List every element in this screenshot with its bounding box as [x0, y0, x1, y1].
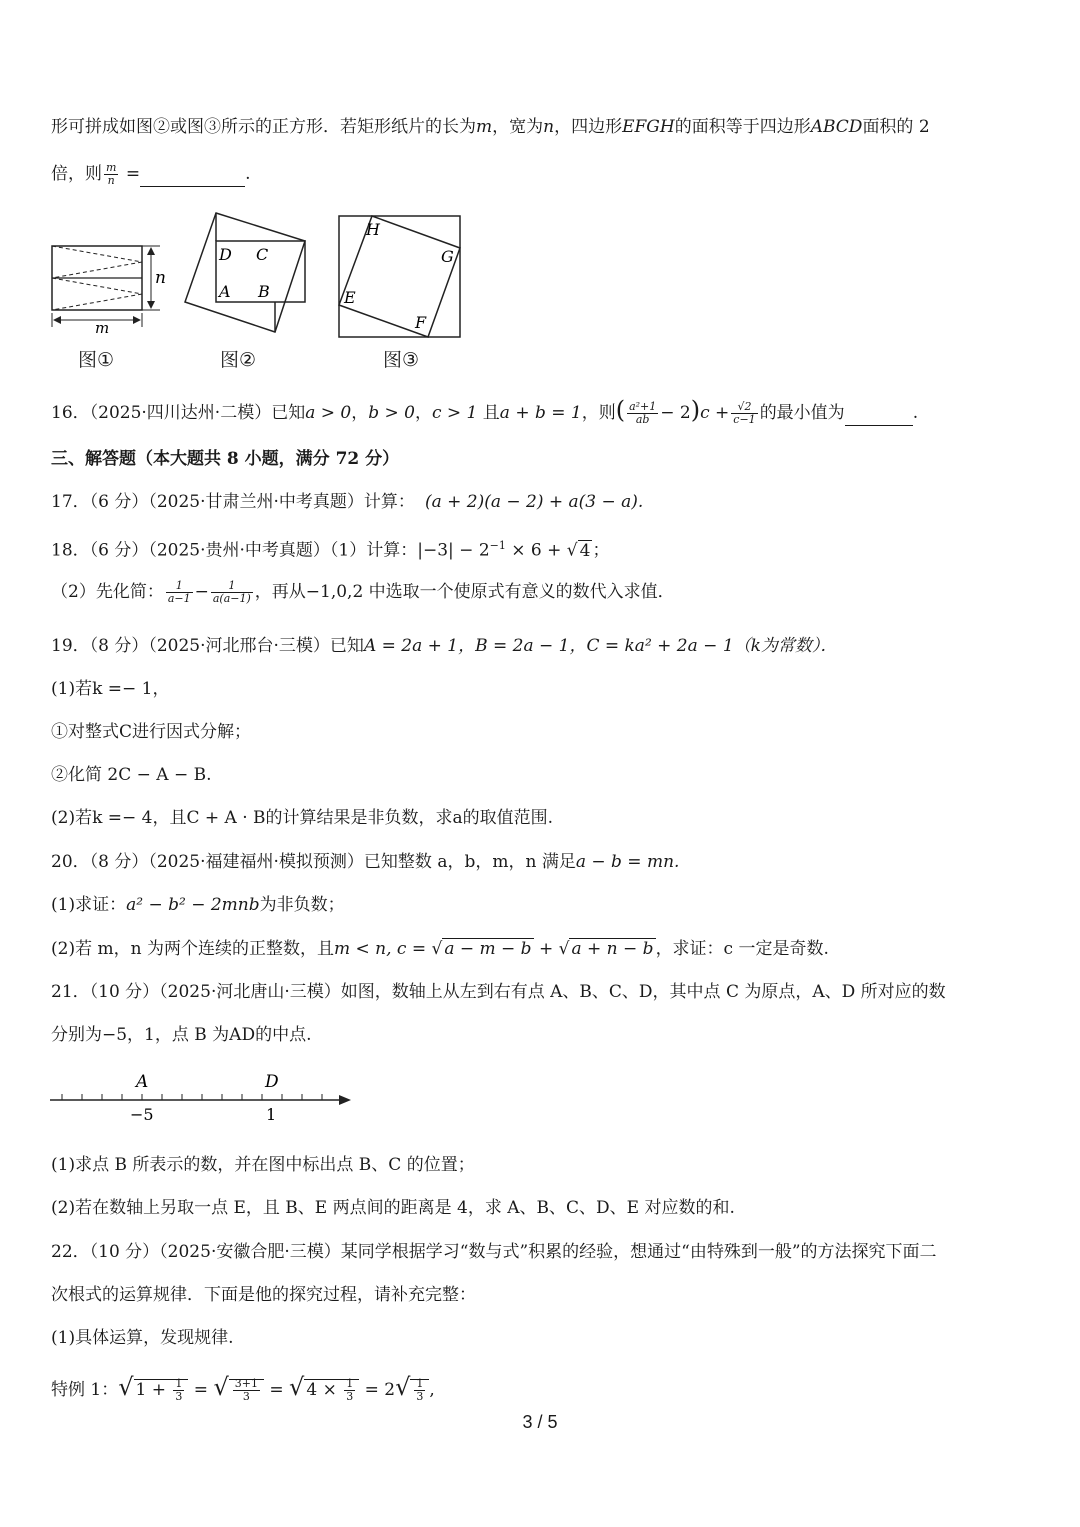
- question-22: 22．（10 分）（2025·安徽合肥·三模）某同学根据学习“数与式”积累的经验，想通过“由特殊到一般”的方法探究下面二: [51, 1242, 937, 1262]
- q15-line1: 形可拼成如图②或图③所示的正方形．若矩形纸片的长为m，宽为n，四边形EFGH的面积等于四边形ABCD面积的 2: [51, 117, 930, 137]
- label-e: E: [344, 288, 356, 307]
- point-a-label: A: [136, 1072, 149, 1092]
- label-h: H: [366, 220, 380, 239]
- q19-part-1: (1)若k =− 1，: [51, 679, 170, 699]
- number-line: [45, 1068, 365, 1128]
- q20-part-2: (2)若 m，n 为两个连续的正整数，且m < n, c = √ a − m − b + √ a + n − b ，求证：c 一定是奇数.: [51, 939, 829, 959]
- q22-part-1: (1)具体运算，发现规律.: [51, 1328, 234, 1348]
- label-n: n: [155, 268, 166, 288]
- label-b: B: [258, 282, 270, 301]
- question-18-part-2: （2）先化简： $\frac{1}{a-1}$ − $\frac{1}{a(a-1)}$ ，再从−1,0,2 中选取一个使原式有意义的数代入求值．: [51, 579, 675, 605]
- q15-line2: 倍，则 $\frac{m}{n}$ = .: [51, 161, 251, 187]
- label-d: D: [219, 245, 232, 264]
- question-20: 20．（8 分）（2025·福建福州·模拟预测）已知整数 a，b，m，n 满足a − b = mn.: [51, 852, 680, 872]
- section-3-heading: 三、解答题（本大题共 8 小题，满分 72 分）: [51, 449, 400, 469]
- question-22-line-2: 次根式的运算规律．下面是他的探究过程，请补充完整：: [51, 1285, 476, 1305]
- q19-step-2: ②化简 2C − A − B.: [51, 765, 212, 785]
- q21-part-2: (2)若在数轴上另取一点 E，且 B、E 两点间的距离是 4，求 A、B、C、D、E 对应数的和.: [51, 1198, 735, 1218]
- m-over-n-fraction: $\frac{m}{n}$: [106, 161, 117, 187]
- tick-label-d: 1: [266, 1105, 277, 1124]
- label-m: m: [95, 319, 110, 335]
- point-d-label: D: [265, 1072, 279, 1092]
- label-f: F: [415, 313, 427, 332]
- q19-part-2: (2)若k =− 4，且C + A · B的计算结果是非负数，求a的取值范围.: [51, 808, 554, 828]
- q21-part-1: (1)求点 B 所表示的数，并在图中标出点 B、C 的位置；: [51, 1155, 475, 1175]
- label-a: A: [219, 282, 231, 301]
- question-21: 21．（10 分）（2025·河北唐山·三模）如图，数轴上从左到右有点 A、B、C、D，其中点 C 为原点，A、D 所对应的数: [51, 982, 946, 1002]
- figure-2: [180, 208, 310, 338]
- answer-blank: [140, 168, 245, 187]
- figure-3-caption: 图③: [383, 349, 420, 371]
- q22-example-1: 特例 1：√ 1 + $\frac{1}{3}$ = √ $\frac{3+1}{3}$ = √ 4 × $\frac{1}{3}$ = 2√ $\frac{1}{3}$ ,: [51, 1373, 435, 1403]
- figure-2-caption: 图②: [220, 349, 257, 371]
- q19-step-1: ①对整式C进行因式分解；: [51, 722, 252, 742]
- figure-1: [45, 235, 175, 335]
- question-21-line-2: 分别为−5，1，点 B 为AD的中点.: [51, 1025, 312, 1045]
- q20-part-1: (1)求证：a² − b² − 2mnb为非负数；: [51, 895, 345, 915]
- question-16: 16．（2025·四川达州·二模）已知a > 0，b > 0，c > 1 且a + b = 1，则( $\frac{\text{a²+1}}{ab}$ − 2)c + $\frac{√2}{c-1}$ 的最小值为 .: [51, 396, 919, 426]
- question-17: 17．（6 分）（2025·甘肃兰州·中考真题）计算： (a + 2)(a − 2) + a(3 − a).: [51, 492, 644, 512]
- question-18: 18．（6 分）（2025·贵州·中考真题）（1）计算：$|-3| - 2^{-1} \times 6$ + √ 4 ；: [51, 539, 610, 561]
- label-g: G: [441, 247, 454, 266]
- answer-blank: [845, 407, 913, 426]
- figure-1-caption: 图①: [78, 349, 115, 371]
- page-number: 3 / 5: [522, 1412, 558, 1432]
- question-19: 19．（8 分）（2025·河北邢台·三模）已知A = 2a + 1，B = 2a − 1，C = ka² + 2a − 1（k为常数）．: [51, 636, 838, 656]
- tick-label-a: −5: [130, 1105, 154, 1124]
- label-c: C: [256, 245, 269, 264]
- figure-3: [335, 212, 465, 342]
